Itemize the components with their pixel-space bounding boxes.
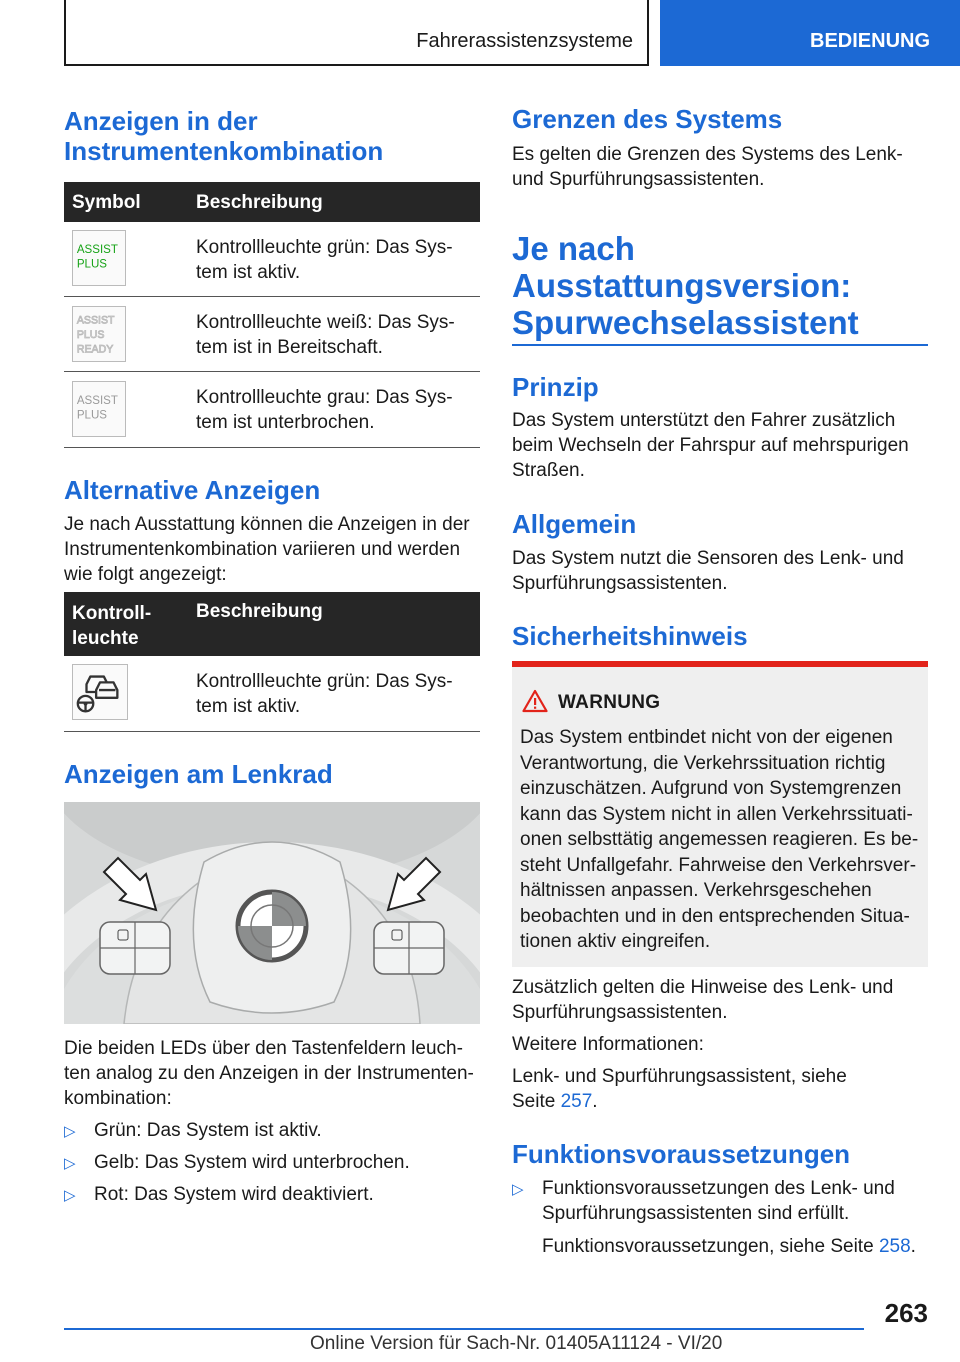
- heading-line: Spurwechselassistent: [512, 304, 859, 341]
- text-line: Spurführungsassistenten.: [512, 573, 728, 594]
- text-line: Lenk- und Spurführungsassistent, siehe: [512, 1066, 847, 1087]
- desc-line: tem ist aktiv.: [196, 262, 301, 283]
- text-line: Spurführungsassistenten sind erfüllt.: [542, 1203, 850, 1224]
- heading-alternative: Alternative Anzeigen: [64, 475, 321, 505]
- heading-line: Je nach: [512, 230, 635, 267]
- text-line: wie folgt angezeigt:: [64, 564, 227, 585]
- desc-line: Kontrollleuchte grün: Das Sys-: [196, 671, 453, 692]
- desc-line: tem ist aktiv.: [196, 696, 301, 717]
- table1-row-desc: [196, 235, 476, 285]
- text-line: steht Unfallgefahr. Fahrweise den Verkehrsver-: [520, 854, 917, 876]
- text-line: Es gelten die Grenzen des Systems des Lenk-: [512, 144, 903, 165]
- heading-lenkrad: Anzeigen am Lenkrad: [64, 759, 333, 789]
- header-section-title: Fahrerassistenzsysteme: [416, 30, 633, 52]
- header-chapter-tab[interactable]: [660, 0, 960, 66]
- heading-line: Instrumentenkombination: [64, 136, 384, 166]
- paragraph-reference: [512, 1064, 847, 1114]
- text-line: Je nach Ausstattung können die Anzeigen in der: [64, 514, 470, 535]
- list-item-text: Grün: Das System ist aktiv.: [94, 1120, 322, 1141]
- desc-line: Kontrollleuchte weiß: Das Sys-: [196, 312, 455, 333]
- warning-triangle-icon: [522, 689, 548, 713]
- table-row: [64, 372, 480, 448]
- heading-grenzen: Grenzen des Systems: [512, 104, 783, 134]
- desc-line: Kontrollleuchte grün: Das Sys-: [196, 237, 453, 258]
- text-line: beim Wechseln der Fahrspur auf mehrspurigen: [512, 435, 909, 456]
- text-line: hältnissen anpassen. Verkehrsgeschehen: [520, 880, 872, 901]
- table2-row-desc: [196, 669, 476, 719]
- heading-prinzip: Prinzip: [512, 372, 599, 402]
- text-line: Das System nutzt die Sensoren des Lenk- und: [512, 548, 904, 569]
- table-row: [64, 222, 480, 297]
- paragraph-zusaetzlich: [512, 975, 893, 1025]
- text-line: Die beiden LEDs über den Tastenfeldern leuch-: [64, 1038, 463, 1059]
- desc-line: tem ist unterbrochen.: [196, 412, 375, 433]
- desc-line: tem ist in Bereitschaft.: [196, 337, 383, 358]
- heading-spurwechselassistent: [512, 230, 859, 341]
- text-line: Verantwortung, die Verkehrssituation richtig: [520, 752, 886, 774]
- page-number: 263: [884, 1298, 928, 1328]
- text-line: kombination:: [64, 1088, 172, 1109]
- table-row: [64, 656, 480, 732]
- heading-sicherheit: Sicherheitshinweis: [512, 621, 748, 651]
- triangle-bullet-icon: ▷: [64, 1155, 76, 1172]
- desc-line: Kontrollleuchte grau: Das Sys-: [196, 387, 453, 408]
- footer-rule: [64, 1328, 864, 1330]
- text-line: beobachten und in den entsprechenden Situa-: [520, 905, 910, 927]
- header-line: Kontroll-: [72, 603, 152, 624]
- list-item: [64, 1182, 374, 1208]
- text-line: einzuschätzen. Aufgrund von Systemgrenzen: [520, 778, 902, 799]
- text-line: und Spurführungsassistenten.: [512, 169, 765, 190]
- table2-header-beschreibung: Beschreibung: [196, 601, 323, 622]
- table1-header-beschreibung: Beschreibung: [196, 192, 323, 213]
- steering-cars-icon: [72, 664, 128, 720]
- warning-box: [512, 661, 928, 967]
- text-line: Seite 257.: [512, 1091, 598, 1112]
- header-line: leuchte: [72, 628, 139, 649]
- heading-line: Anzeigen in der: [64, 106, 258, 136]
- text-line: Funktionsvoraussetzungen, siehe Seite: [542, 1236, 874, 1257]
- paragraph-grenzen: [512, 142, 903, 192]
- svg-text:PLUS: PLUS: [76, 409, 108, 422]
- triangle-bullet-icon: ▷: [64, 1123, 76, 1140]
- text-line: ten analog zu den Anzeigen in der Instrumenten-: [64, 1063, 474, 1084]
- paragraph-funktion-ref: Funktionsvoraussetzungen, siehe Seite 258.: [542, 1236, 916, 1257]
- paragraph-lenkrad: [64, 1036, 474, 1111]
- table1-header: [64, 182, 480, 222]
- text-line: Instrumentenkombination variieren und werden: [64, 539, 461, 560]
- table1-row-desc: [196, 310, 476, 360]
- footer-text: Online Version für Sach-Nr. 01405A11124 - VI/20: [310, 1333, 723, 1354]
- assist-plus-green-icon: [72, 230, 126, 286]
- heading-rule: [512, 344, 928, 346]
- warning-body: [520, 725, 924, 955]
- heading-line: Ausstattungsversion:: [512, 267, 852, 304]
- text-line: kann das System nicht in allen Verkehrssituati-: [520, 803, 913, 825]
- list-item: [64, 1150, 410, 1176]
- svg-text:ASSIST: ASSIST: [76, 395, 118, 408]
- text-line: Das System entbindet nicht von der eigenen: [520, 727, 893, 748]
- text-line: tionen aktiv eingreifen.: [520, 931, 711, 952]
- header-chapter-title: BEDIENUNG: [810, 30, 931, 52]
- text-line: Funktionsvoraussetzungen des Lenk- und: [542, 1178, 895, 1199]
- list-item-text: Rot: Das System wird deaktiviert.: [94, 1184, 374, 1205]
- list-item-text: [542, 1176, 932, 1226]
- text-line: Das System unterstützt den Fahrer zusätzlich: [512, 410, 896, 431]
- list-item: [64, 1118, 322, 1144]
- table-row: [64, 297, 480, 372]
- text-line: onen selbsttätig angemessen reagieren. Es be-: [520, 829, 919, 850]
- assist-plus-grey-icon: [72, 381, 126, 437]
- text-line: Zusätzlich gelten die Hinweise des Lenk- und: [512, 977, 894, 998]
- page-link-258[interactable]: 258: [878, 1236, 911, 1257]
- seite-label: Seite: [512, 1091, 556, 1112]
- paragraph-prinzip: [512, 408, 909, 483]
- svg-text:PLUS: PLUS: [76, 328, 105, 341]
- header-section-box: [64, 0, 649, 66]
- table1-header-symbol: Symbol: [72, 192, 141, 213]
- heading-funktion: Funktionsvoraussetzungen: [512, 1139, 851, 1169]
- page-link-257[interactable]: 257: [560, 1091, 593, 1112]
- heading-instrument: [64, 106, 383, 166]
- steering-wheel-illustration: [64, 802, 480, 1024]
- triangle-bullet-icon: ▷: [512, 1181, 524, 1198]
- heading-allgemein: Allgemein: [512, 509, 637, 539]
- text-line: Straßen.: [512, 460, 585, 481]
- svg-text:PLUS: PLUS: [76, 258, 108, 271]
- assist-plus-ready-white-icon: [72, 306, 126, 362]
- table2-header: [64, 592, 480, 656]
- warning-title: WARNUNG: [558, 692, 661, 713]
- table2-header-kontrollleuchte: [72, 601, 151, 651]
- list-item-text: Gelb: Das System wird unterbrochen.: [94, 1152, 410, 1173]
- table1-row-desc: [196, 385, 476, 435]
- paragraph-allgemein: [512, 546, 904, 596]
- list-item: [512, 1176, 895, 1224]
- text-line: Spurführungsassistenten.: [512, 1002, 728, 1023]
- triangle-bullet-icon: ▷: [64, 1187, 76, 1204]
- svg-text:READY: READY: [76, 343, 114, 356]
- paragraph-alternative: [64, 512, 470, 587]
- svg-text:ASSIST: ASSIST: [76, 244, 118, 257]
- paragraph-weitere: Weitere Informationen:: [512, 1034, 704, 1055]
- svg-text:ASSIST: ASSIST: [76, 314, 115, 327]
